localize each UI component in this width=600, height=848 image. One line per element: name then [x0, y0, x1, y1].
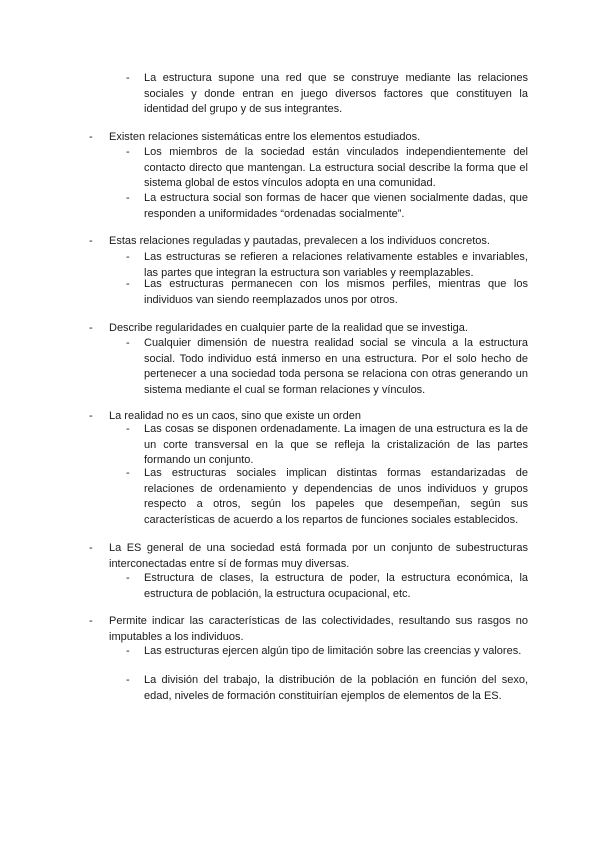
bullet-dash: - — [126, 192, 130, 204]
sub-bullet-division-trabajo — [126, 673, 528, 704]
bullet-dash: - — [126, 572, 130, 584]
sub-bullet-miembros-sociedad — [126, 145, 528, 192]
bullet-text: Permite indicar las características de las colectividades, resultando sus rasgos no imputables a los individuos. — [109, 615, 528, 643]
bullet-text: La realidad no es un caos, sino que existe un orden — [109, 410, 361, 422]
bullet-dash: - — [89, 131, 93, 143]
bullet-text: Las estructuras permanecen con los mismos perfiles, mientras que los individuos van siendo reemplazados unos por otros. — [144, 278, 528, 306]
bullet-dash: - — [126, 645, 130, 657]
bullet-caracteristicas-colectividades — [89, 614, 528, 645]
bullet-text: Existen relaciones sistemáticas entre los elementos estudiados. — [109, 131, 421, 143]
bullet-relaciones-sistematicas — [89, 130, 528, 146]
bullet-text: Las cosas se disponen ordenadamente. La imagen de una estructura es la de un corte transversal en la que se refleja la cristalización de las partes formando un conjunto. — [144, 423, 528, 466]
bullet-dash: - — [89, 615, 93, 627]
bullet-text: La estructura social son formas de hacer que vienen socialmente dadas, que responden a uniformidades “ordenadas socialmente”. — [144, 192, 528, 220]
bullet-text: Describe regularidades en cualquier parte de la realidad que se investiga. — [109, 322, 468, 334]
bullet-dash: - — [126, 278, 130, 290]
sub-bullet-estructuras-permanecen — [126, 277, 528, 308]
bullet-dash: - — [89, 322, 93, 334]
bullet-text: La división del trabajo, la distribución de la población en función del sexo, edad, niveles de formación constituirían ejemplos de elementos de la ES. — [144, 674, 528, 702]
bullet-es-general — [89, 541, 528, 572]
bullet-dash: - — [126, 72, 130, 84]
bullet-text: Cualquier dimensión de nuestra realidad social se vincula a la estructura social. Todo individuo está inmerso en una estructura. Por el solo hecho de pertenecer a una sociedad toda persona se relaciona con otras generando un sistema mediante el cual se forman relaciones y vínculos. — [144, 337, 528, 396]
sub-bullet-estructura-red — [126, 71, 528, 118]
bullet-text: Estas relaciones reguladas y pautadas, prevalecen a los individuos concretos. — [109, 235, 490, 247]
bullet-text: Estructura de clases, la estructura de poder, la estructura económica, la estructura de población, la estructura ocupacional, etc. — [144, 572, 528, 600]
bullet-text: Las estructuras sociales implican distintas formas estandarizadas de relaciones de ordenamiento y dependencias de unos individuos y grupos respecto a otros, según los papeles que desempeñan, según sus características de acuerdo a los repartos de funciones sociales establecidos. — [144, 467, 528, 526]
bullet-text: La estructura supone una red que se construye mediante las relaciones sociales y donde entran en juego diversos factores que constituyen la identidad del grupo y de sus integrantes. — [144, 72, 528, 115]
bullet-dash: - — [126, 467, 130, 479]
bullet-dash: - — [126, 251, 130, 263]
sub-bullet-cosas-ordenadas — [126, 422, 528, 469]
bullet-dash: - — [89, 542, 93, 554]
bullet-dash: - — [126, 146, 130, 158]
sub-bullet-limitacion-creencias — [126, 644, 528, 660]
bullet-dash: - — [126, 674, 130, 686]
sub-bullet-formas-de-hacer — [126, 191, 528, 222]
bullet-regularidades — [89, 321, 528, 337]
bullet-dash: - — [89, 235, 93, 247]
bullet-text: Las estructuras se refieren a relaciones relativamente estables e invariables, las partes que integran la estructura son variables y reemplazables. — [144, 251, 528, 279]
bullet-text: La ES general de una sociedad está formada por un conjunto de subestructuras interconectadas entre sí de formas muy diversas. — [109, 542, 528, 570]
bullet-text: Los miembros de la sociedad están vinculados independientemente del contacto directo que mantengan. La estructura social describe la forma que el sistema global de estos vínculos adopta en una comunidad. — [144, 146, 528, 189]
bullet-text: Las estructuras ejercen algún tipo de limitación sobre las creencias y valores. — [144, 645, 522, 657]
bullet-dash: - — [126, 423, 130, 435]
sub-bullet-estructuras-sociales — [126, 466, 528, 528]
bullet-dash: - — [89, 410, 93, 422]
bullet-dash: - — [126, 337, 130, 349]
bullet-relaciones-reguladas — [89, 234, 528, 250]
sub-bullet-tipos-estructura — [126, 571, 528, 602]
sub-bullet-dimension-realidad — [126, 336, 528, 398]
